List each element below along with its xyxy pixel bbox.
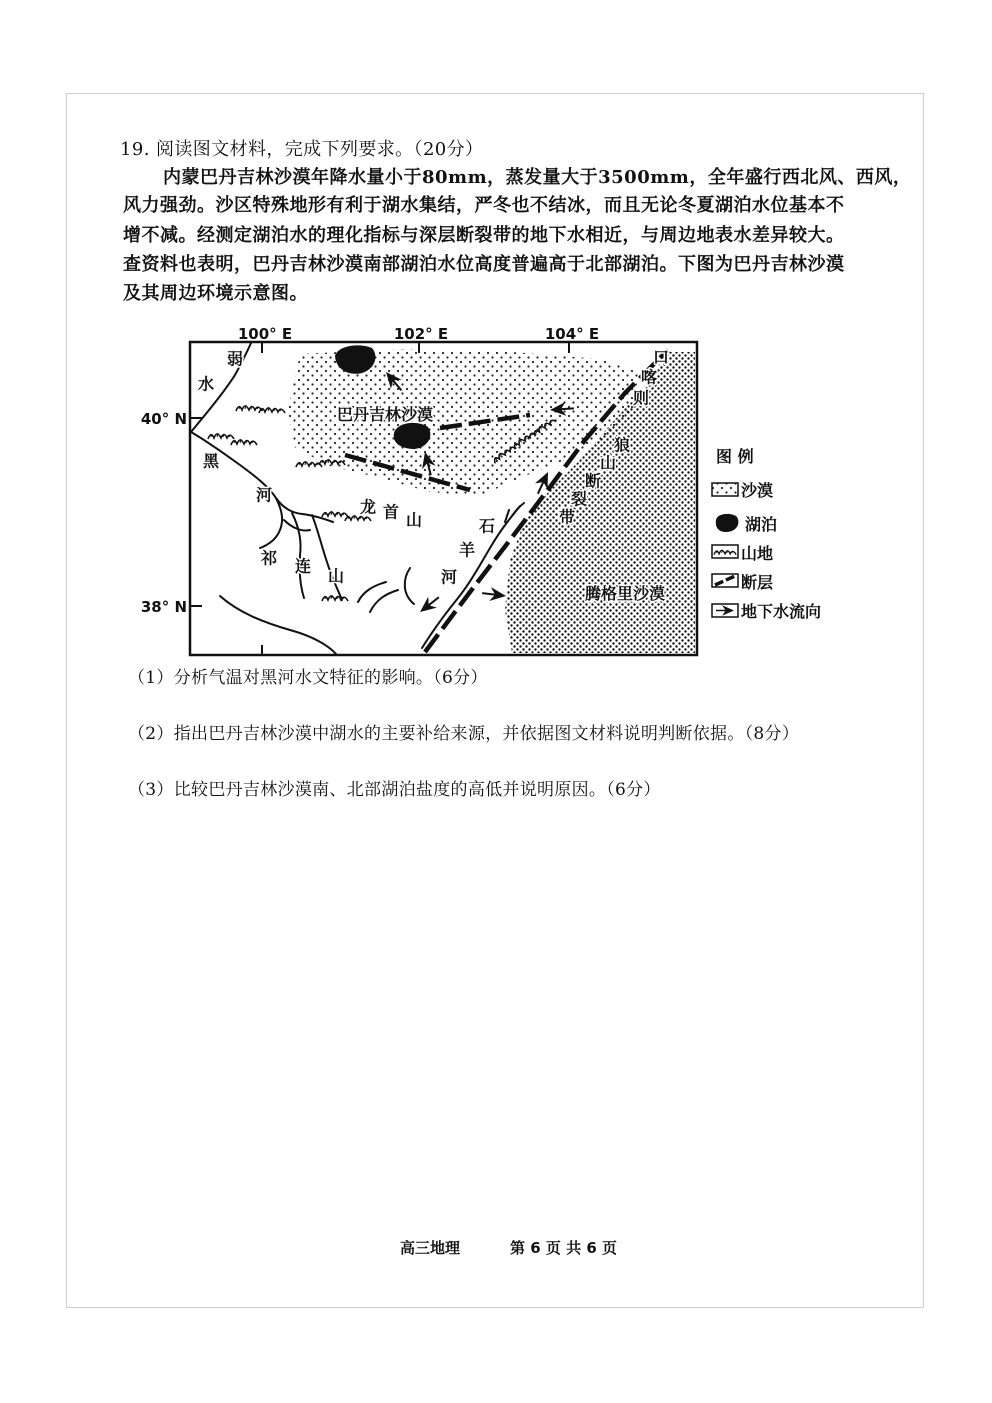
footer-page-number: 第 6 页 共 6 页 — [510, 1239, 617, 1257]
label-ruoshui-char: 弱 — [226, 349, 244, 369]
lon-label-102e: 102° E — [393, 325, 449, 343]
footer-subject: 高三地理 — [400, 1239, 461, 1257]
label-langshan-fault-char: 带 — [558, 507, 576, 527]
sub-question-2: （2）指出巴丹吉林沙漠中湖水的主要补给来源，并依据图文材料说明判断依据。（8分） — [128, 724, 800, 744]
label-tengger-desert: 腾格里沙漠 — [585, 584, 666, 603]
label-heihe-char: 黑 — [202, 451, 220, 471]
legend-groundwater-label: 地下水流向 — [741, 602, 822, 621]
legend-lake-swatch — [716, 514, 739, 532]
legend-lake-label: 湖泊 — [745, 515, 778, 534]
material-line-5: 及其周边环境示意图。 — [123, 283, 308, 304]
material-line-1: 内蒙巴丹吉林沙漠年降水量小于80mm，蒸发量大于3500mm，全年盛行西北风、西风， — [163, 167, 912, 188]
legend-desert-swatch — [712, 483, 738, 496]
label-heihe-char: 河 — [255, 485, 273, 505]
label-longshou-char: 山 — [405, 510, 423, 530]
lat-label-40n: 40° N — [140, 410, 187, 428]
label-qilian-char: 祁 — [260, 548, 278, 568]
lat-label-38n: 38° N — [140, 598, 187, 616]
legend-desert-label: 沙漠 — [741, 481, 774, 500]
label-shiyang-char: 河 — [440, 567, 458, 587]
legend-fault-label: 断层 — [741, 573, 774, 592]
label-qilian-char: 山 — [327, 566, 345, 586]
page-frame — [66, 93, 924, 1308]
material-line-2: 风力强劲。沙区特殊地形有利于湖水集结，严冬也不结冰，而且无论冬夏湖泊水位基本不 — [123, 195, 845, 216]
label-shiyang-char: 羊 — [458, 540, 476, 560]
label-northeast-char: 口 — [652, 347, 670, 367]
label-ruoshui-char: 水 — [197, 374, 215, 394]
material-line-3: 增不减。经测定湖泊水的理化指标与深层断裂带的地下水相近，与周边地表水差异较大。 — [123, 225, 845, 246]
label-badain-jaran-desert: 巴丹吉林沙漠 — [337, 405, 434, 424]
label-longshou-char: 首 — [382, 502, 400, 522]
sub-question-3: （3）比较巴丹吉林沙漠南、北部湖泊盐度的高低并说明原因。（6分） — [128, 780, 661, 800]
legend-title: 图 例 — [716, 447, 754, 466]
badain-jaran-map — [130, 320, 840, 665]
label-shiyang-char: 石 — [478, 516, 496, 536]
label-northeast-char: 喀 — [640, 367, 658, 387]
label-longshou-char: 龙 — [359, 497, 377, 517]
legend-mountain-label: 山地 — [741, 544, 774, 563]
label-qilian-char: 连 — [294, 556, 312, 576]
sub-question-1: （1）分析气温对黑河水文特征的影响。（6分） — [128, 668, 488, 688]
material-line-4: 查资料也表明，巴丹吉林沙漠南部湖泊水位高度普遍高于北部湖泊。下图为巴丹吉林沙漠 — [123, 254, 845, 275]
label-langshan-fault-char: 狼 — [613, 435, 631, 455]
lon-label-100e: 100° E — [237, 325, 293, 343]
label-langshan-fault-char: 山 — [599, 453, 617, 473]
question-title: 19. 阅读图文材料，完成下列要求。（20分） — [120, 139, 484, 160]
lon-label-104e: 104° E — [544, 325, 600, 343]
label-langshan-fault-char: 裂 — [570, 489, 588, 509]
map-legend — [712, 447, 821, 621]
label-northeast-char: 则 — [632, 388, 650, 408]
label-langshan-fault-char: 断 — [584, 471, 602, 491]
